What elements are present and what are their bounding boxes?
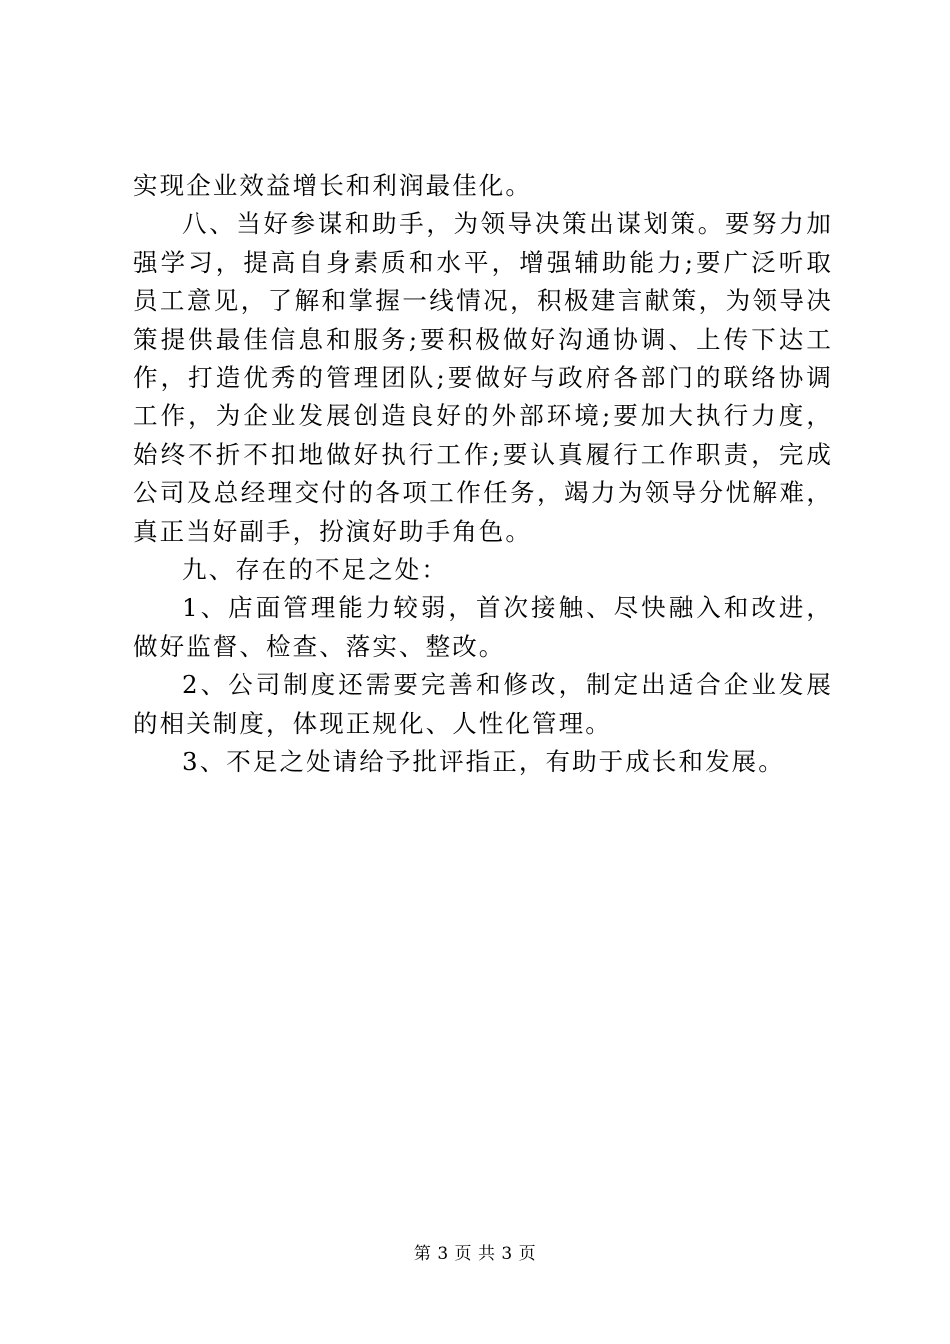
document-body: [133, 167, 833, 782]
paragraph-continuation: 实现企业效益增长和利润最佳化。: [133, 171, 532, 200]
paragraph-section-8: 八、当好参谋和助手，为领导决策出谋划策。要努力加强学习，提高自身素质和水平，增强辅助能力;要广泛听取员工意见，了解和掌握一线情况，积极建言献策，为领导决策提供最佳信息和服务;要积极做好沟通协调、上传下达工作，打造优秀的管理团队;要做好与政府各部门的联络协调工作，为企业发展创造良好的外部环境;要加大执行力度，始终不折不扣地做好执行工作;要认真履行工作职责，完成公司及总经理交付的各项工作任务，竭力为领导分忧解难，真正当好副手，扮演好助手角色。: [133, 209, 833, 546]
paragraph-section-9-heading: 九、存在的不足之处：: [182, 555, 448, 585]
paragraph-shortcoming-1: 1、店面管理能力较弱，首次接触、尽快融入和改进，做好监督、检查、落实、整改。: [133, 593, 833, 661]
paragraph-shortcoming-2: 2、公司制度还需要完善和修改，制定出适合企业发展的相关制度，体现正规化、人性化管理。: [133, 670, 833, 738]
page-footer: [0, 1243, 950, 1265]
page-number-label: 第 3 页 共 3 页: [413, 1244, 537, 1264]
paragraph-shortcoming-3: 3、不足之处请给予批评指正，有助于成长和发展。: [182, 747, 785, 777]
